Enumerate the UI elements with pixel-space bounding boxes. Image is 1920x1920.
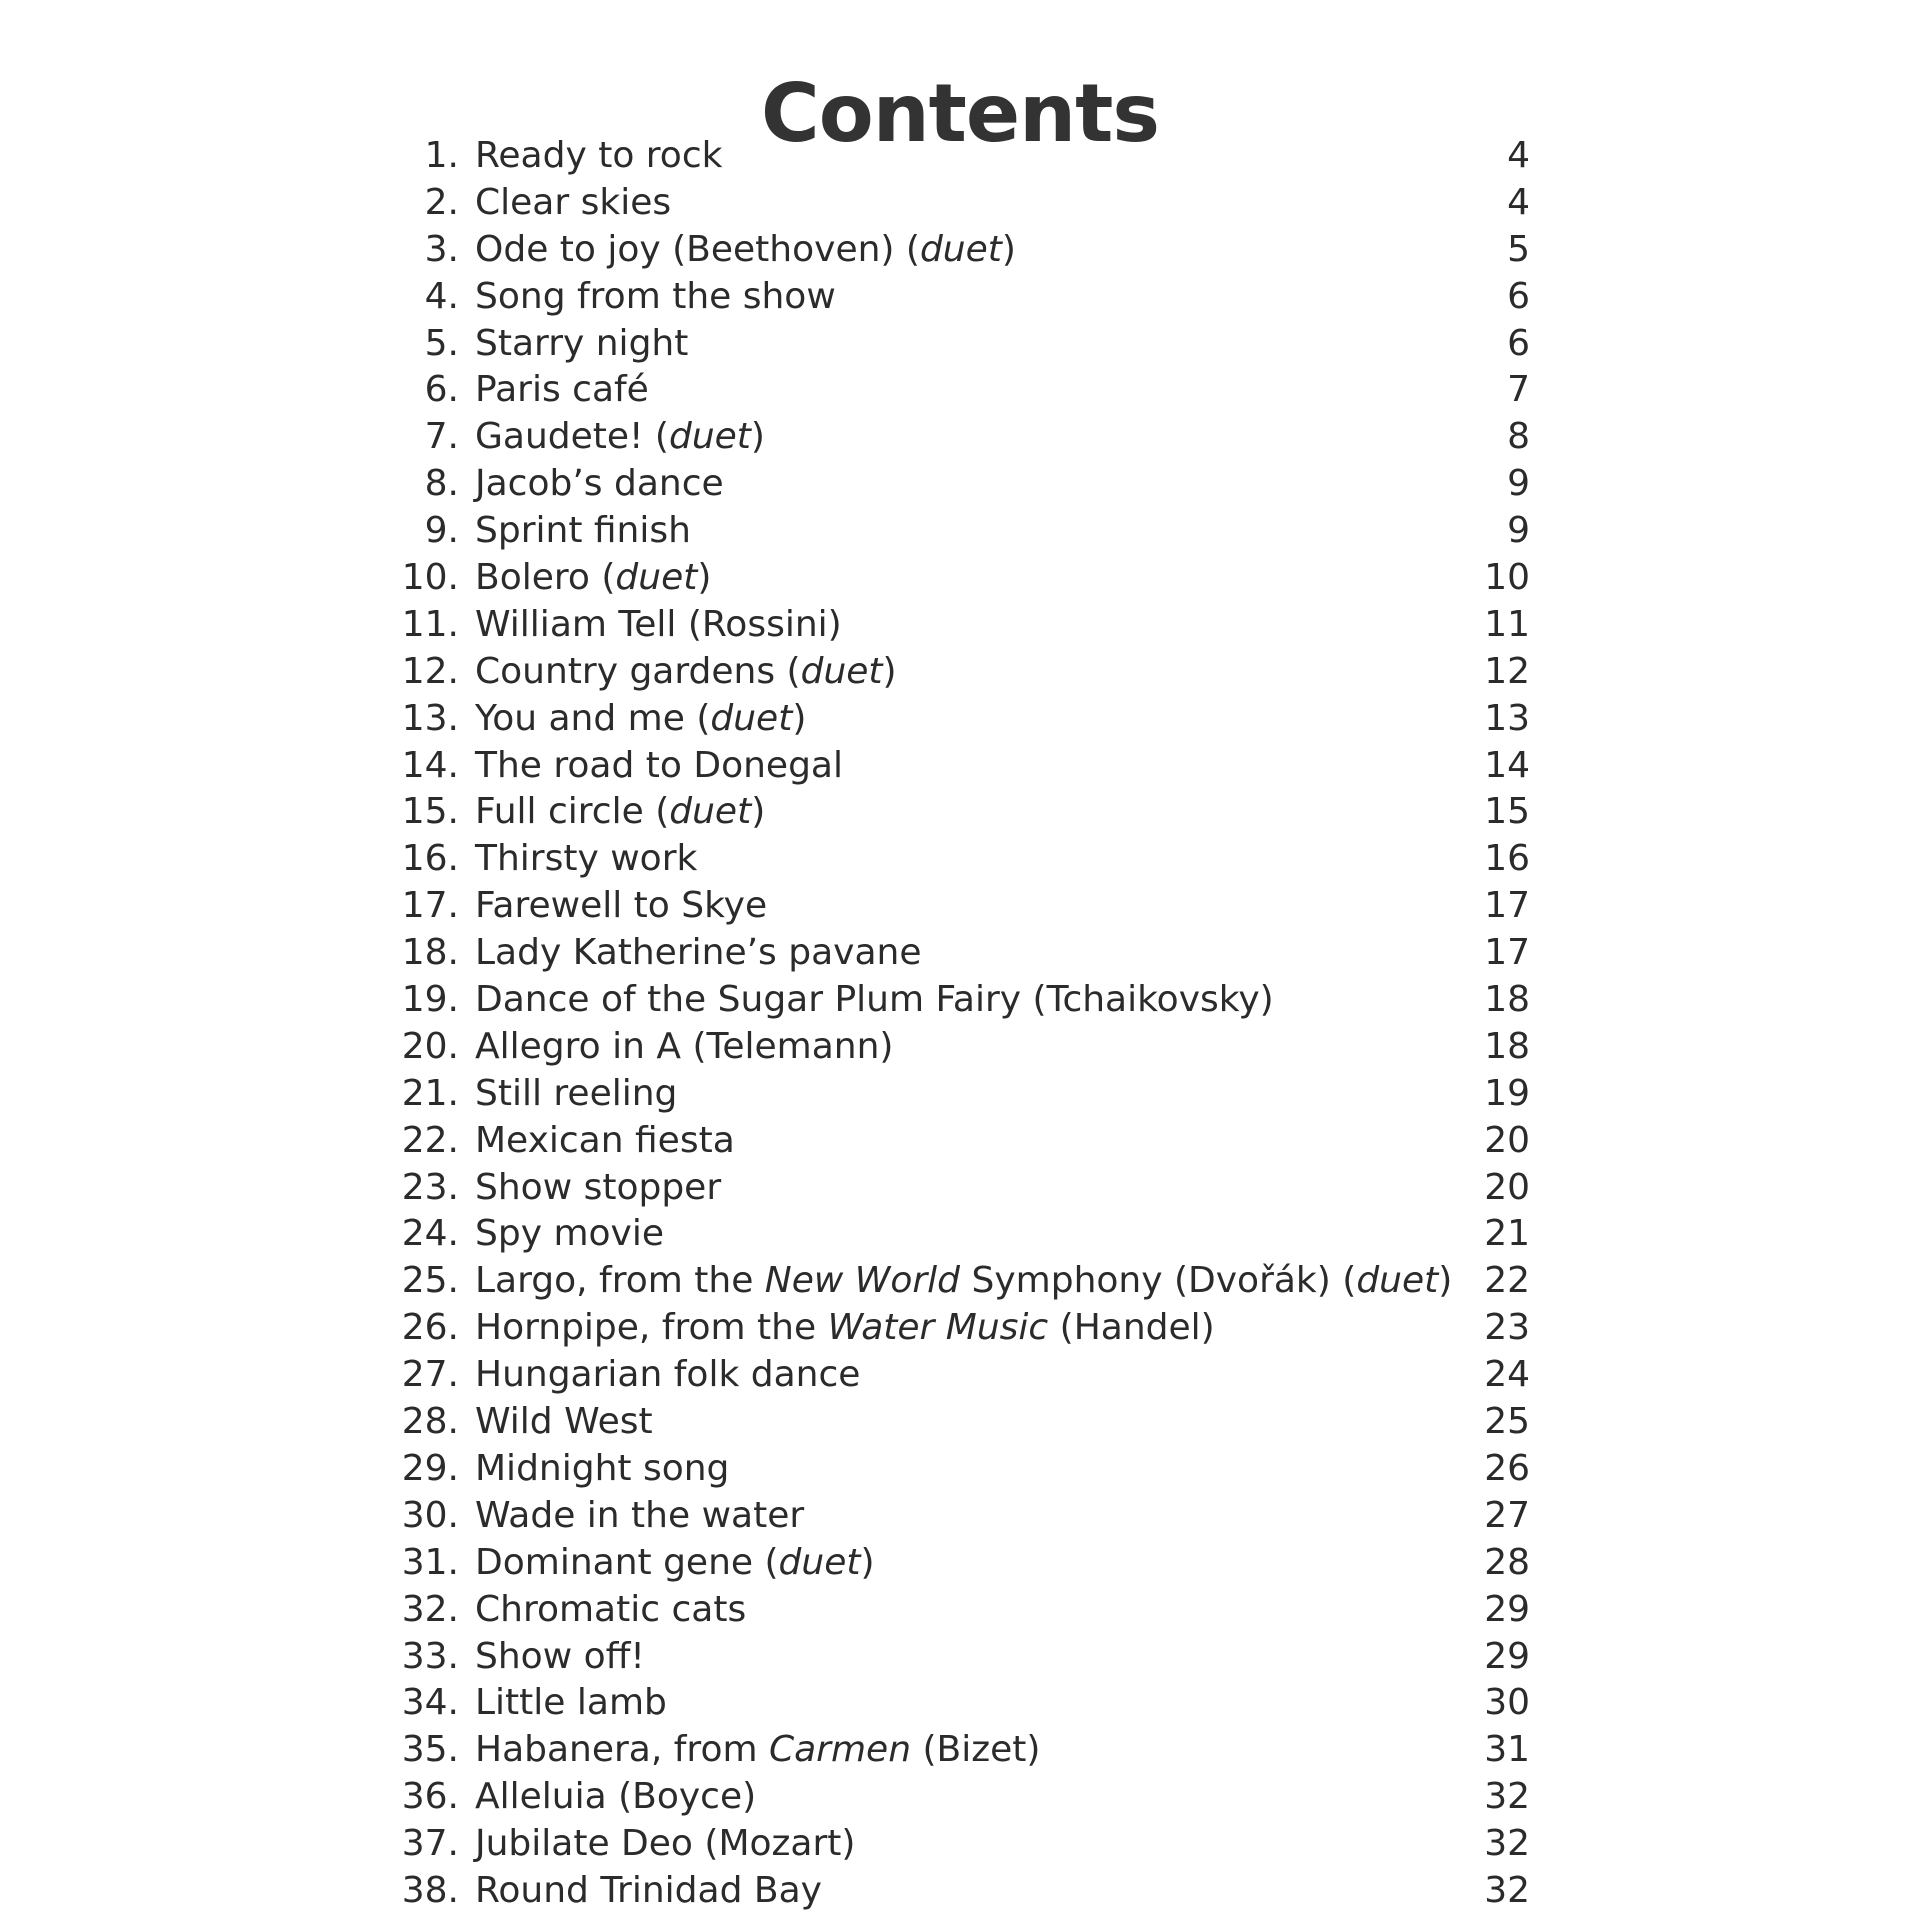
contents-entry (0, 1399, 1920, 1446)
entry-title-text: Largo, from the (475, 1260, 765, 1302)
entry-page-number: 16 (1484, 838, 1530, 880)
entry-title-text: Full circle ( (475, 791, 670, 833)
contents-entry (0, 1821, 1920, 1868)
entry-title-text: Habanera, from (475, 1729, 769, 1771)
entry-page-number: 10 (1484, 557, 1530, 599)
entry-page-number: 17 (1484, 932, 1530, 974)
entry-title-text: ) (697, 557, 712, 599)
entry-title (475, 1071, 677, 1118)
entry-title (475, 1821, 855, 1868)
entry-title (475, 1680, 667, 1727)
entry-title-text: Hungarian folk dance (475, 1354, 861, 1396)
entry-page-number: 19 (1484, 1072, 1530, 1114)
entry-title-text: Farewell to Skye (475, 885, 768, 927)
entry-title (475, 1118, 735, 1165)
entry-page-number: 12 (1484, 650, 1530, 692)
contents-entry (0, 1493, 1920, 1540)
entry-title (475, 1258, 1452, 1305)
entry-title-italic: duet (669, 791, 752, 833)
entry-title-text: Show off! (475, 1635, 645, 1677)
contents-list (0, 133, 1920, 1915)
entry-number: 9. (424, 510, 459, 552)
entry-title (475, 1774, 756, 1821)
entry-title (475, 602, 842, 649)
entry-title (475, 977, 1274, 1024)
entry-page-number: 5 (1507, 228, 1530, 270)
entry-title (475, 555, 711, 602)
entry-page-number: 32 (1484, 1776, 1530, 1818)
entry-title (475, 367, 649, 414)
entry-title-text: Song from the show (475, 275, 836, 317)
entry-title-text: Jacob’s dance (475, 463, 724, 505)
entry-number: 36. (401, 1776, 459, 1818)
entry-title-text: Starry night (475, 322, 689, 364)
entry-title-text: Round Trinidad Bay (475, 1869, 822, 1911)
entry-title (475, 1540, 875, 1587)
entry-title (475, 133, 722, 180)
entry-title (475, 1493, 804, 1540)
entry-title-text: Midnight song (475, 1447, 730, 1489)
entry-title (475, 1024, 893, 1071)
entry-number: 4. (424, 275, 459, 317)
entry-page-number: 21 (1484, 1213, 1530, 1255)
entry-title (475, 227, 1016, 274)
contents-entry (0, 367, 1920, 414)
entry-number: 33. (401, 1635, 459, 1677)
contents-entry (0, 1634, 1920, 1681)
contents-entry (0, 508, 1920, 555)
entry-title (475, 1211, 664, 1258)
entry-number: 15. (401, 791, 459, 833)
entry-title (475, 508, 691, 555)
contents-entry (0, 1118, 1920, 1165)
entry-page-number: 7 (1507, 369, 1530, 411)
entry-page-number: 23 (1484, 1307, 1530, 1349)
entry-number: 2. (424, 181, 459, 223)
contents-entry (0, 274, 1920, 321)
contents-entry (0, 1258, 1920, 1305)
contents-entry (0, 461, 1920, 508)
entry-number: 19. (401, 979, 459, 1021)
entry-title-text: ) (860, 1541, 875, 1583)
entry-number: 31. (401, 1541, 459, 1583)
page-title: Contents (761, 66, 1159, 160)
entry-title-text: Spy movie (475, 1213, 664, 1255)
entry-page-number: 32 (1484, 1869, 1530, 1911)
entry-title-text: Paris café (475, 369, 649, 411)
entry-title (475, 696, 806, 743)
entry-number: 14. (401, 744, 459, 786)
contents-entry (0, 930, 1920, 977)
entry-title-italic: New World (764, 1260, 961, 1302)
entry-title-text: Ode to joy (Beethoven) ( (475, 228, 920, 270)
entry-title-text: Little lamb (475, 1682, 667, 1724)
entry-title-italic: duet (710, 697, 793, 739)
entry-title-text: (Handel) (1048, 1307, 1215, 1349)
entry-number: 1. (424, 135, 459, 176)
entry-title (475, 789, 765, 836)
entry-title (475, 883, 767, 930)
contents-entry (0, 1024, 1920, 1071)
entry-title (475, 1399, 653, 1446)
contents-entry (0, 555, 1920, 602)
contents-entry (0, 133, 1920, 180)
entry-number: 7. (424, 416, 459, 458)
entry-title (475, 1165, 721, 1212)
entry-number: 5. (424, 322, 459, 364)
entry-page-number: 4 (1507, 181, 1530, 223)
entry-title-text: Mexican fiesta (475, 1119, 735, 1161)
entry-title-text: ) (792, 697, 807, 739)
entry-number: 13. (401, 697, 459, 739)
entry-number: 32. (401, 1588, 459, 1630)
entry-number: 35. (401, 1729, 459, 1771)
entry-title-text: Country gardens ( (475, 650, 801, 692)
contents-entry (0, 1305, 1920, 1352)
entry-title-text: Bolero ( (475, 557, 616, 599)
entry-title-italic: duet (919, 228, 1002, 270)
entry-title-text: ) (751, 791, 766, 833)
entry-page-number: 20 (1484, 1119, 1530, 1161)
entry-title (475, 180, 671, 227)
contents-entry (0, 977, 1920, 1024)
contents-entry (0, 1540, 1920, 1587)
entry-title-text: ) (750, 416, 765, 458)
contents-entry (0, 602, 1920, 649)
entry-page-number: 24 (1484, 1354, 1530, 1396)
entry-page-number: 20 (1484, 1166, 1530, 1208)
entry-number: 29. (401, 1447, 459, 1489)
entry-page-number: 13 (1484, 697, 1530, 739)
entry-page-number: 11 (1484, 603, 1530, 645)
entry-page-number: 29 (1484, 1635, 1530, 1677)
entry-number: 11. (401, 603, 459, 645)
entry-title-text: ) (882, 650, 897, 692)
contents-entry (0, 789, 1920, 836)
entry-title (475, 1727, 1040, 1774)
entry-page-number: 27 (1484, 1494, 1530, 1536)
entry-title (475, 1587, 746, 1634)
entry-title (475, 1634, 645, 1681)
entry-title-text: Jubilate Deo (Mozart) (475, 1823, 856, 1865)
contents-entry (0, 1071, 1920, 1118)
entry-number: 20. (401, 1025, 459, 1067)
entry-title-text: ) (1001, 228, 1016, 270)
entry-title (475, 1868, 822, 1915)
contents-entry (0, 1868, 1920, 1915)
entry-title (475, 930, 921, 977)
contents-entry (0, 1352, 1920, 1399)
entry-number: 18. (401, 932, 459, 974)
entry-title (475, 274, 836, 321)
contents-entry (0, 883, 1920, 930)
entry-title-text: The road to Donegal (475, 744, 843, 786)
contents-entry (0, 1587, 1920, 1634)
entry-title-italic: duet (668, 416, 751, 458)
entry-title-text: Show stopper (475, 1166, 722, 1208)
entry-title-text: (Bizet) (911, 1729, 1041, 1771)
entry-title (475, 836, 697, 883)
entry-number: 38. (401, 1869, 459, 1911)
entry-title-text: Wade in the water (475, 1494, 805, 1536)
entry-title-text: Hornpipe, from the (475, 1307, 828, 1349)
entry-page-number: 32 (1484, 1823, 1530, 1865)
entry-title-text: Lady Katherine’s pavane (475, 932, 922, 974)
contents-entry (0, 743, 1920, 790)
contents-entry (0, 1727, 1920, 1774)
entry-title (475, 743, 843, 790)
contents-entry (0, 836, 1920, 883)
entry-title-text: Sprint finish (475, 510, 691, 552)
entry-number: 27. (401, 1354, 459, 1396)
entry-title (475, 321, 688, 368)
entry-title-text: Dance of the Sugar Plum Fairy (Tchaikovsky) (475, 979, 1274, 1021)
entry-page-number: 4 (1507, 135, 1530, 176)
entry-title (475, 414, 765, 461)
contents-entry (0, 227, 1920, 274)
entry-title-text: ) (1438, 1260, 1453, 1302)
entry-title-text: Chromatic cats (475, 1588, 747, 1630)
entry-title-text: Symphony (Dvořák) ( (960, 1260, 1357, 1302)
contents-entry (0, 414, 1920, 461)
entry-number: 37. (401, 1823, 459, 1865)
entry-title (475, 1305, 1215, 1352)
entry-number: 6. (424, 369, 459, 411)
entry-page-number: 26 (1484, 1447, 1530, 1489)
entry-number: 17. (401, 885, 459, 927)
entry-title-text: You and me ( (475, 697, 711, 739)
entry-title-italic: Carmen (768, 1729, 912, 1771)
entry-number: 22. (401, 1119, 459, 1161)
entry-title (475, 461, 724, 508)
entry-number: 23. (401, 1166, 459, 1208)
contents-entry (0, 1211, 1920, 1258)
entry-page-number: 6 (1507, 275, 1530, 317)
entry-number: 12. (401, 650, 459, 692)
contents-entry (0, 696, 1920, 743)
contents-entry (0, 1774, 1920, 1821)
entry-number: 24. (401, 1213, 459, 1255)
entry-page-number: 9 (1507, 463, 1530, 505)
entry-title-italic: duet (615, 557, 698, 599)
entry-title-text: Wild West (475, 1401, 653, 1443)
contents-entry (0, 180, 1920, 227)
entry-title (475, 649, 897, 696)
entry-page-number: 9 (1507, 510, 1530, 552)
entry-number: 16. (401, 838, 459, 880)
entry-page-number: 31 (1484, 1729, 1530, 1771)
entry-number: 30. (401, 1494, 459, 1536)
contents-entry (0, 1165, 1920, 1212)
entry-number: 8. (424, 463, 459, 505)
entry-page-number: 18 (1484, 1025, 1530, 1067)
entry-page-number: 29 (1484, 1588, 1530, 1630)
entry-page-number: 8 (1507, 416, 1530, 458)
entry-title-text: Dominant gene ( (475, 1541, 779, 1583)
entry-page-number: 17 (1484, 885, 1530, 927)
entry-title (475, 1352, 860, 1399)
entry-title (475, 1446, 729, 1493)
entry-title-italic: duet (800, 650, 883, 692)
contents-entry (0, 1446, 1920, 1493)
entry-title-italic: Water Music (827, 1307, 1049, 1349)
entry-page-number: 18 (1484, 979, 1530, 1021)
entry-page-number: 28 (1484, 1541, 1530, 1583)
entry-number: 3. (424, 228, 459, 270)
entry-title-italic: duet (1356, 1260, 1439, 1302)
contents-entry (0, 649, 1920, 696)
entry-number: 26. (401, 1307, 459, 1349)
entry-title-italic: duet (778, 1541, 861, 1583)
entry-title-text: Allegro in A (Telemann) (475, 1025, 894, 1067)
entry-title-text: Alleluia (Boyce) (475, 1776, 757, 1818)
entry-number: 21. (401, 1072, 459, 1114)
entry-title-text: Still reeling (475, 1072, 678, 1114)
entry-title-text: Ready to rock (475, 135, 723, 176)
entry-number: 28. (401, 1401, 459, 1443)
entry-number: 34. (401, 1682, 459, 1724)
entry-number: 10. (401, 557, 459, 599)
contents-entry (0, 321, 1920, 368)
entry-page-number: 22 (1484, 1260, 1530, 1302)
entry-title-text: Thirsty work (475, 838, 698, 880)
entry-number: 25. (401, 1260, 459, 1302)
entry-page-number: 6 (1507, 322, 1530, 364)
entry-page-number: 25 (1484, 1401, 1530, 1443)
entry-page-number: 14 (1484, 744, 1530, 786)
entry-page-number: 30 (1484, 1682, 1530, 1724)
entry-title-text: Clear skies (475, 181, 672, 223)
contents-entry (0, 1680, 1920, 1727)
entry-page-number: 15 (1484, 791, 1530, 833)
entry-title-text: Gaudete! ( (475, 416, 669, 458)
entry-title-text: William Tell (Rossini) (475, 603, 842, 645)
